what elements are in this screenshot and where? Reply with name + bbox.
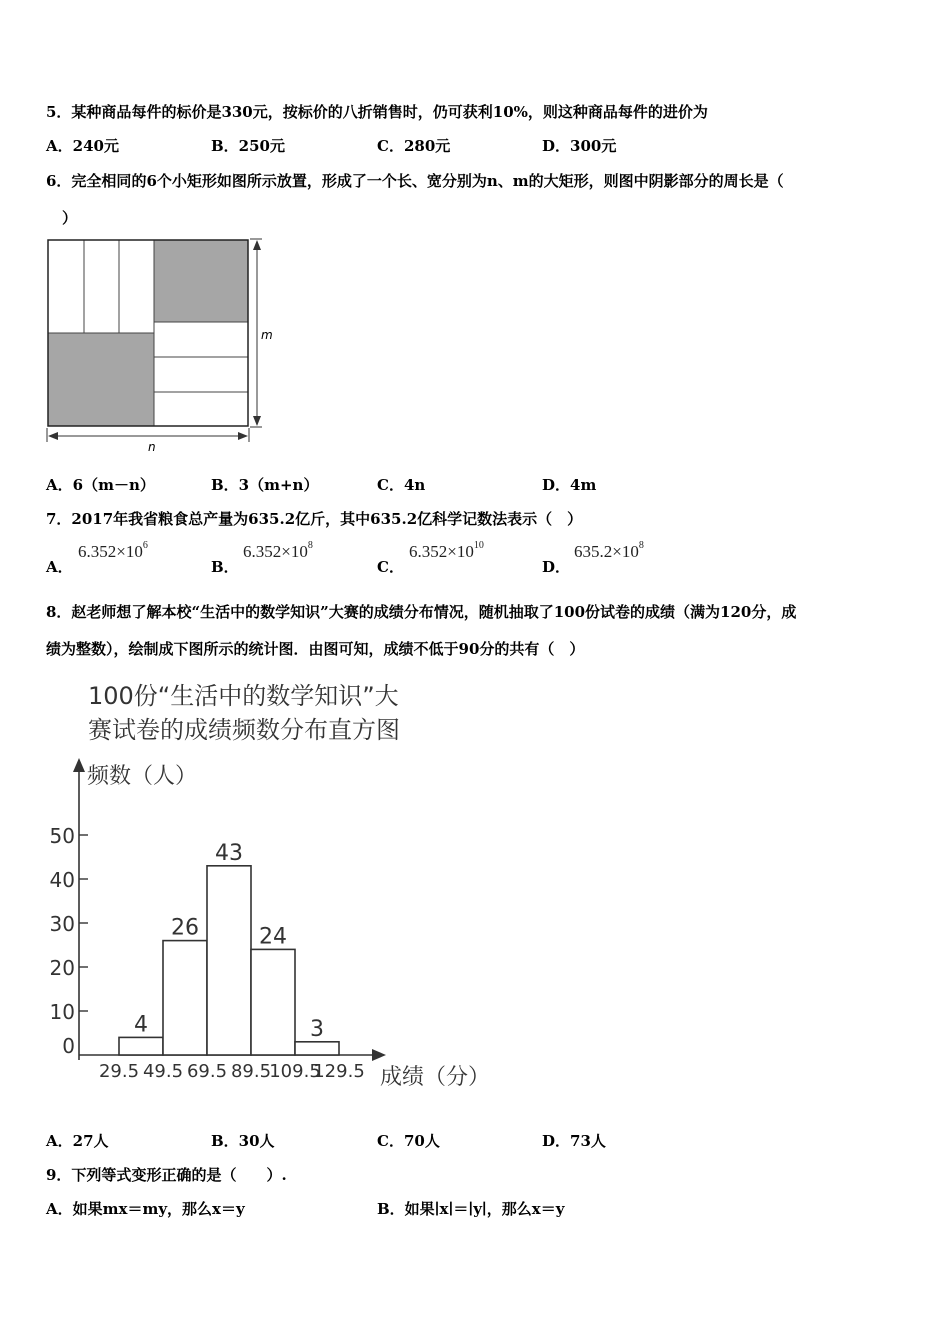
q7-option-c-value: $6.352\times 10^{10}$ [409,540,484,561]
x-axis-label: 成绩（分） [380,1065,491,1090]
bar-value-label: 26 [171,915,199,941]
y-axis-label: 频数（人） [87,764,198,789]
bar-value-label: 3 [310,1016,324,1042]
x-tick-label: 29.5 [98,1061,140,1082]
q5-stem: 5．某种商品每件的标价是330元，按标价的八折销售时，仍可获利10%，则这种商品每件的进价为 [46,103,708,121]
x-tick-label: 129.5 [313,1061,365,1082]
q7-option-d-letter: D． [542,558,571,576]
q5-option-d: D．300元 [542,137,617,155]
histogram-chart [40,672,520,1102]
q8-stem-line2: 绩为整数），绘制成下图所示的统计图．由图可知，成绩不低于90分的共有（ ） [46,640,585,658]
q6-stem-line2: ） [62,209,78,227]
bar-value-label: 4 [134,1012,148,1038]
top-left-rect-3 [119,240,154,333]
q6-option-d: D．4m [542,476,597,494]
histogram-bar [207,866,251,1055]
q5-option-a: A．240元 [46,137,119,155]
q9-stem: 9．下列等式变形正确的是（ ）. [46,1166,287,1184]
bar-value-label: 43 [215,840,243,866]
q6-rectangle-figure [40,232,280,454]
q8-option-b: B．30人 [211,1132,275,1150]
x-tick-label: 49.5 [142,1061,184,1082]
q6-option-b: B．3（m+n） [211,476,319,494]
x-tick-label: 69.5 [186,1061,228,1082]
q9-option-b: B．如果∣x∣＝∣y∣，那么x＝y [377,1200,565,1218]
label-n: n [148,440,156,454]
q7-stem: 7．2017年我省粮食总产量为635.2亿斤，其中635.2亿科学记数法表示（ ） [46,510,583,528]
q6-option-a: A．6（m－n） [46,476,155,494]
label-m: m [261,328,273,342]
x-tick-label: 89.5 [230,1061,272,1082]
chart-title-line2: 赛试卷的成绩频数分布直方图 [88,716,400,744]
q5-option-b: B．250元 [211,137,285,155]
bottom-right-rect-3 [154,392,248,426]
q9-option-a: A．如果mx＝my，那么x＝y [46,1200,245,1218]
y-tick-label: 30 [49,912,75,936]
top-left-rect-1 [48,240,84,333]
q7-option-a-letter: A． [46,558,73,576]
q6-stem-line1: 6．完全相同的6个小矩形如图所示放置，形成了一个长、宽分别为n、m的大矩形，则图中阴影部分的周长是（ [46,172,784,190]
q6-option-c: C．4n [377,476,426,494]
q8-option-c: C．70人 [377,1132,440,1150]
q7-option-d-value: $635.2\times 10^8$ [574,540,644,561]
histogram-bar [251,949,295,1055]
q7-option-b-value: $6.352\times 10^8$ [243,540,313,561]
bar-value-label: 24 [259,924,287,950]
shaded-region-top-right [154,240,248,322]
y-tick-label: 10 [49,1000,75,1024]
histogram-bar [119,1037,163,1055]
q8-stem-line1: 8．赵老师想了解本校“生活中的数学知识”大赛的成绩分布情况，随机抽取了100份试卷的成绩（满为120分，成 [46,603,797,621]
q7-option-a-value: $6.352\times 10^6$ [78,540,148,561]
q8-option-a: A．27人 [46,1132,109,1150]
q7-option-c-letter: C． [377,558,404,576]
histogram-bar [163,941,207,1055]
q7-option-b-letter: B． [211,558,239,576]
y-axis-arrow [73,758,85,772]
y-tick-label: 0 [62,1034,75,1058]
q5-option-c: C．280元 [377,137,451,155]
y-tick-label: 40 [49,868,75,892]
bottom-right-rect-2 [154,357,248,392]
x-tick-label: 109.5 [269,1061,321,1082]
y-tick-label: 20 [49,956,75,980]
shaded-region-bottom-left [48,333,154,426]
top-left-rect-2 [84,240,119,333]
q8-option-d: D．73人 [542,1132,606,1150]
histogram-bar [295,1042,339,1055]
bottom-right-rect-1 [154,322,248,357]
chart-title-line1: 100份“生活中的数学知识”大 [88,682,399,710]
x-axis-arrow [372,1049,386,1061]
y-tick-label: 50 [49,824,75,848]
